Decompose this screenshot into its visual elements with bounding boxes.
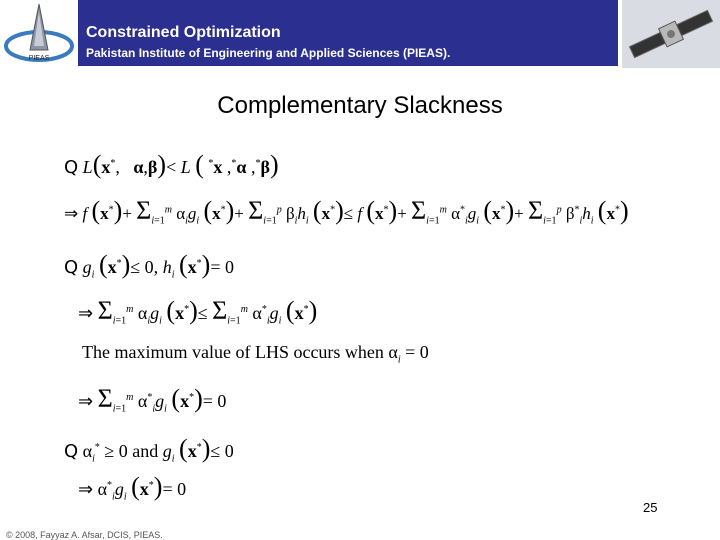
slide-header — [0, 0, 720, 70]
math-line-2: ⇒ f $(x^*)+ \Sigma_{i=1}^m$ $\alpha_ig_i$ $(x^*)+ \Sigma_{i=1}^p$ $\beta_ih_i$ (x*)≤ f $(x^*)+ \Sigma_{i=1}^m$ $\alpha^*_ig_i$ $(x^*)+ \Sigma_{i=1}^p$ $\beta^*_ih_i$ (x*) — [64, 196, 629, 227]
footer-copyright: © 2008, Fayyaz A. Afsar, DCIS, PIEAS. — [6, 530, 163, 540]
page-number: 25 — [643, 500, 658, 515]
lhs-statement: The maximum value of LHS occurs when — [82, 342, 384, 362]
slide-title: Complementary Slackness — [217, 92, 503, 119]
math-line-8: ⇒ $\alpha^*_ig_i$ (x*)= 0 — [78, 472, 187, 503]
pieas-logo — [2, 2, 76, 66]
logo-text: PIEAS — [28, 55, 50, 62]
math-line-4: ⇒ $\Sigma_{i=1}^m$ $\alpha_ig_i$ $(x^*)\le \Sigma_{i=1}^m$ $\alpha^*_ig_i$ (x*) — [78, 296, 318, 327]
math-line-1: Q L(x*, α,β)< L ( *x ,*α ,*β) — [64, 150, 279, 179]
math-line-7: Q $\alpha_i^* \ge 0$ and $g_i$ (x*)≤ 0 — [64, 434, 234, 465]
satellite-icon — [622, 0, 720, 68]
math-line-6: ⇒ $\Sigma_{i=1}^m$ $\alpha^*_ig_i$ (x*)= 0 — [78, 384, 227, 415]
header-title: Constrained Optimization — [86, 24, 281, 41]
header-subtitle: Pakistan Institute of Engineering and Applied Sciences (PIEAS). — [86, 46, 451, 60]
math-line-5: The maximum value of LHS occurs when $\alpha_i = 0$ — [82, 342, 429, 366]
math-line-3: Q $g_i$ (x*)≤ 0, $h_i$ (x*)= 0 — [64, 250, 234, 281]
